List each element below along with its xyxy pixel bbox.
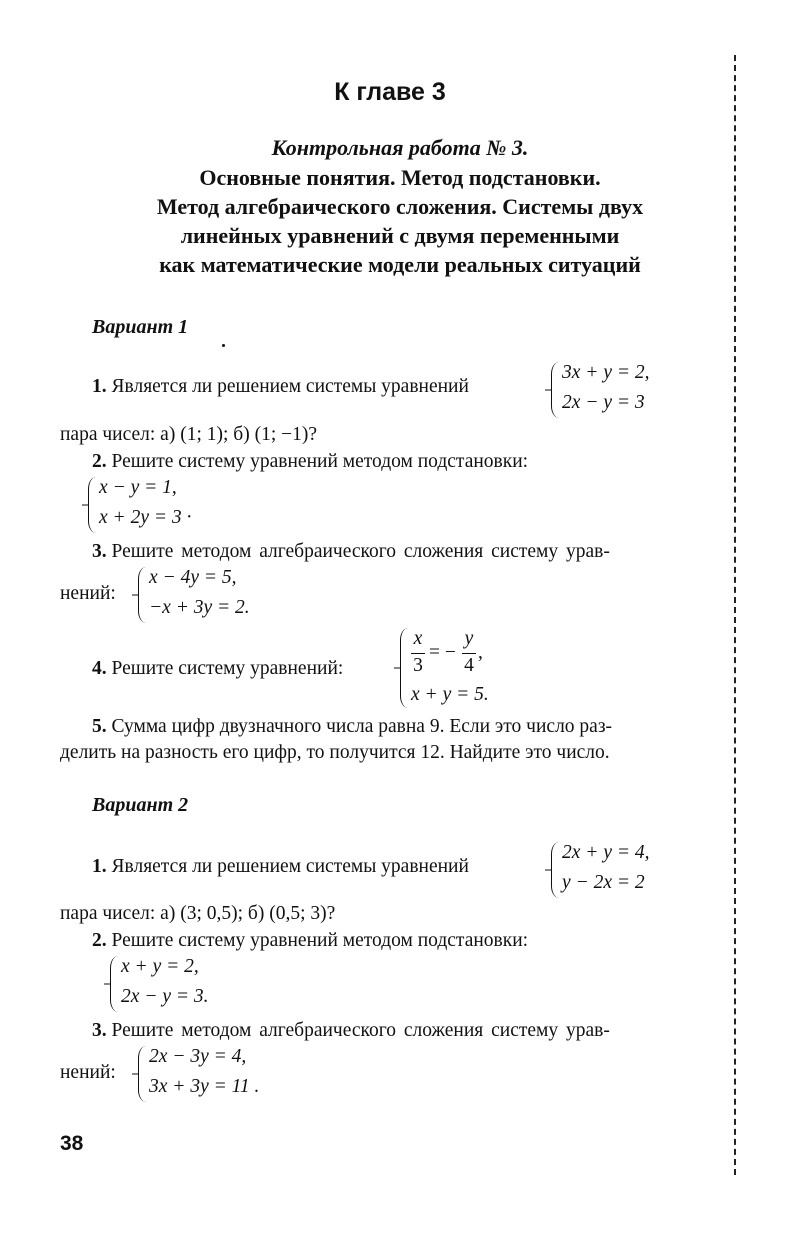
variant-1-heading: Вариант 1 xyxy=(92,316,189,338)
v1-task-2 xyxy=(92,451,528,473)
variant-2-heading: Вариант 2 xyxy=(92,794,189,816)
v2-task-3 xyxy=(92,1020,610,1042)
v2-task-2 xyxy=(92,930,528,952)
v1-task-3-tail: нений: xyxy=(60,583,116,604)
v1-task-5 xyxy=(92,716,612,738)
v1-task-5-line-2: делить на разность его цифр, то получится 12. Найдите это число. xyxy=(60,742,610,763)
task-text: Является ли решением системы уравнений xyxy=(111,376,469,397)
v2-task-3-tail: нений: xyxy=(60,1062,116,1083)
equation: 3x + 3y = 11 . xyxy=(149,1076,260,1097)
task-number: 2. xyxy=(92,451,107,472)
v2-task-3-system xyxy=(138,1046,288,1102)
equation: x + y = 5. xyxy=(411,684,489,705)
equation: 2x − 3y = 4, xyxy=(149,1046,247,1067)
task-number: 2. xyxy=(92,930,107,951)
subtitle-line-3: линейных уравнений с двумя переменными xyxy=(180,223,620,248)
task-text: Решите методом алгебраического сложения систему урав- xyxy=(111,1020,610,1041)
v2-task-1-answers: пара чисел: а) (3; 0,5); б) (0,5; 3)? xyxy=(60,903,336,924)
equation: x + y = 2, xyxy=(121,956,199,977)
page-number: 38 xyxy=(60,1132,84,1155)
v1-task-4 xyxy=(92,658,343,680)
stray-dot xyxy=(222,344,225,347)
v1-task-3 xyxy=(92,541,610,563)
equation: 2x + y = 4, xyxy=(562,842,650,863)
equation: 3x + y = 2, xyxy=(562,362,650,383)
brace xyxy=(110,956,120,1012)
subtitle-line-2: Метод алгебраического сложения. Системы двух xyxy=(156,194,644,219)
task-number: 3. xyxy=(92,1020,107,1041)
fraction-denominator: 4 xyxy=(464,655,474,676)
fraction-denominator: 3 xyxy=(413,655,423,676)
task-number: 3. xyxy=(92,541,107,562)
v1-task-1-system xyxy=(551,362,691,418)
subtitle-line-4: как математические модели реальных ситуаций xyxy=(159,252,641,277)
task-text: Решите систему уравнений методом подстановки: xyxy=(111,930,529,951)
brace xyxy=(400,628,410,708)
brace xyxy=(88,477,98,533)
task-text: Сумма цифр двузначного числа равна 9. Если это число раз- xyxy=(111,716,613,737)
equation: −x + 3y = 2. xyxy=(149,597,250,618)
brace xyxy=(138,567,148,623)
task-text: Является ли решением системы уравнений xyxy=(111,856,469,877)
fraction-numerator: y xyxy=(464,628,474,649)
v1-task-1-answers: пара чисел: а) (1; 1); б) (1; −1)? xyxy=(60,424,318,445)
brace xyxy=(551,362,561,418)
equation: x − y = 1, xyxy=(99,477,177,498)
subtitle-line-1: Основные понятия. Метод подстановки. xyxy=(199,165,601,190)
fraction-numerator: x xyxy=(413,628,423,649)
brace xyxy=(138,1046,148,1102)
task-text: Решите систему уравнений методом подстановки: xyxy=(111,451,529,472)
equation: x + 2y = 3 · xyxy=(99,507,192,528)
v1-task-2-system xyxy=(88,477,228,533)
comma: , xyxy=(478,642,483,663)
fraction-bar xyxy=(462,653,476,654)
fraction-bar xyxy=(411,653,425,654)
equals-minus: = − xyxy=(429,642,456,663)
test-title: Контрольная работа № 3. xyxy=(271,135,529,160)
equation: 2x − y = 3 xyxy=(562,392,645,413)
task-text: Решите систему уравнений: xyxy=(111,658,344,679)
task-number: 5. xyxy=(92,716,107,737)
v1-task-3-system xyxy=(138,567,278,623)
brace xyxy=(551,842,561,898)
equation: x − 4y = 5, xyxy=(149,567,237,588)
v2-task-2-system xyxy=(110,956,250,1012)
equation: 2x − y = 3. xyxy=(121,986,209,1007)
equation: y − 2x = 2 xyxy=(562,872,645,893)
task-number: 1. xyxy=(92,856,107,877)
task-text: Решите методом алгебраического сложения систему урав- xyxy=(111,541,610,562)
chapter-title: К главе 3 xyxy=(334,78,446,106)
v2-task-1 xyxy=(92,856,469,878)
v1-task-1 xyxy=(92,376,469,398)
task-number: 4. xyxy=(92,658,107,679)
v1-task-4-system xyxy=(400,628,520,708)
task-number: 1. xyxy=(92,376,107,397)
v2-task-1-system xyxy=(551,842,691,898)
